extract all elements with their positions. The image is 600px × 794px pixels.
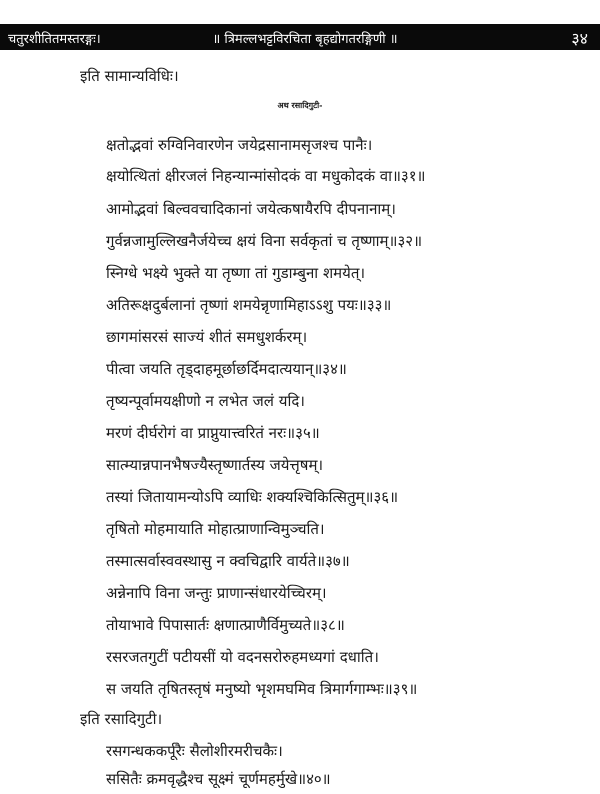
verse-line: ससितैः क्रमवृद्धैश्च सूक्ष्मं चूर्णमहर्मुखे॥४०॥: [106, 770, 331, 788]
book-title: ॥ त्रिमल्लभट्टविरचिता बृहद्योगतरङ्गिणी ॥: [212, 32, 398, 47]
verse-line: तस्यां जितायामन्योऽपि व्याधिः शक्यश्चिकित्सितुम्॥३६॥: [106, 488, 399, 506]
verse-line: छागमांसरसं साज्यं शीतं समधुशर्करम्।: [106, 328, 308, 346]
verse-line: अन्नेनापि विना जन्तुः प्राणान्संधारयेच्चिरम्।: [106, 584, 327, 602]
verse-line: गुर्वन्नजामुल्लिखनैर्जयेच्च क्षयं विना सर्वकृतां च तृष्णाम्॥३२॥: [106, 232, 423, 250]
section-end-label: इति सामान्यविधिः।: [80, 67, 179, 85]
section-heading: अथ रसादिगुटी-: [277, 100, 323, 110]
verse-line: क्षतोद्भवां रुग्विनिवारणेन जयेद्रसानामसृजश्च पानैः।: [106, 136, 373, 154]
verse-line: तोयाभावे पिपासार्तः क्षणात्प्राणैर्विमुच्यते॥३८॥: [106, 616, 345, 634]
page-number: ३४: [571, 29, 588, 48]
verse-line: मरणं दीर्घरोगं वा प्राप्नुयात्त्वरितं नरः॥३५॥: [106, 424, 320, 442]
verse-line: तृष्यन्पूर्वामयक्षीणो न लभेत जलं यदि।: [106, 392, 305, 410]
verse-line: क्षयोत्थितां क्षीरजलं निहन्यान्मांसोदकं वा मधुकोदकं वा॥३१॥: [106, 167, 426, 185]
section-end-label: इति रसादिगुटी।: [80, 710, 163, 728]
verse-line: स जयति तृषितस्तृषं मनुष्यो भृशमघमिव त्रिमार्गगाम्भः॥३९॥: [106, 680, 418, 698]
verse-line: आमोद्भवां बिल्ववचादिकानां जयेत्कषायैरपि दीपनानाम्।: [106, 200, 396, 218]
verse-line: पीत्वा जयति तृड्दाहमूर्छाछर्दिमदात्ययान्॥३४॥: [106, 360, 347, 378]
verse-line: तस्मात्सर्वास्ववस्थासु न क्वचिद्वारि वार्यते॥३७॥: [106, 552, 350, 570]
chapter-title: चतुरशीतितमस्तरङ्गः।: [8, 32, 101, 47]
verse-line: रसरजतगुटीं पटीयसीं यो वदनसरोरुहमध्यगां दधाति।: [106, 648, 379, 666]
verse-line: रसगन्धककर्पूरैः सैलोशीरमरीचकैः।: [106, 742, 283, 760]
verse-line: सात्म्यान्नपानभैषज्यैस्तृष्णार्तस्य जयेत्तृषम्।: [106, 456, 324, 474]
verse-line: अतिरूक्षदुर्बलानां तृष्णां शमयेन्नृणामिहाऽऽशु पयः॥३३॥: [106, 296, 392, 314]
verse-line: स्निग्धे भक्ष्ये भुक्ते या तृष्णा तां गुडाम्बुना शमयेत्।: [106, 264, 366, 282]
verse-line: तृषितो मोहमायाति मोहात्प्राणान्विमुञ्चति।: [106, 520, 325, 538]
